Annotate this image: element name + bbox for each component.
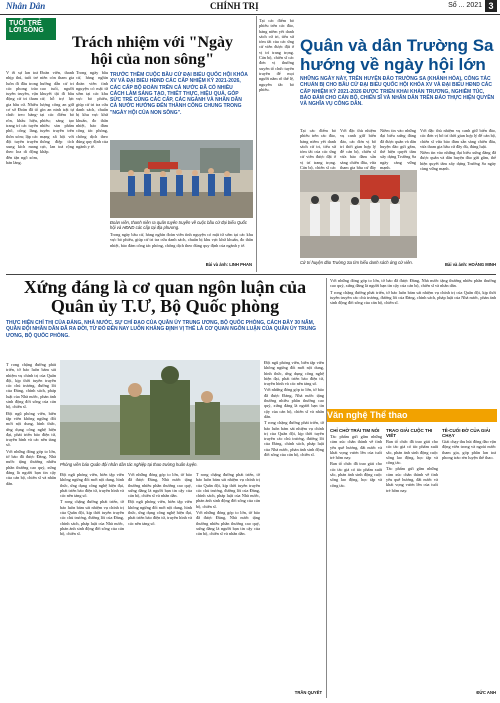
article4-col2 (386, 426, 438, 696)
page-header (0, 0, 500, 15)
article4-text: Ban tổ chức đã trao giải cho các tác giả có tác phẩm xuất sắc, phản ánh sinh động cuộc sống lao động, học tập và công tác. (330, 461, 382, 488)
article3-text: Đội ngũ phóng viên, biên tập viên không ngừng đổi mới nội dung, hình thức, ứng dụng công nghệ hiện đại, phát triển báo điện tử, truyền hình và các nền tảng số. (60, 472, 124, 499)
article2-col3 (380, 128, 416, 171)
article1-lead: TRƯỚC THỀM CUỘC BẦU CỬ ĐẠI BIỂU QUỐC HỘI KHÓA XV VÀ ĐẠI BIỂU HĐND CÁC CẤP NHIỆM KỲ 2021-2026, CÁC CẤP BỘ ĐOÀN TRÊN CẢ NƯỚC ĐÃ CÓ NHIỀU CÁCH LÀM SÁNG TẠO, THIẾT THỰC, HIỆU QUẢ, GÓP SỨC TRẺ CÙNG CÁC CẤP, CÁC NGÀNH VÀ NHÂN DÂN CẢ NƯỚC HƯỚNG ĐẾN THÀNH CÔNG CHUNG TRONG "NGÀY HỘI CỦA NON SÔNG". (110, 72, 248, 116)
article3-col4 (196, 472, 260, 688)
subhead: TÊ-CUỐI ĐỜ CỦA GIẢI CHẠY (442, 428, 491, 438)
article2-text: Với đặc thù nhiệm vụ canh giữ biển đảo, các đơn vị bố trí thời gian hợp lý để cán bộ, chiến sĩ vừa bảo đảm sẵn sàng chiến đấu, vừa tham gia bầu cử đầy đủ, đúng luật. (420, 128, 496, 149)
article2-text: Niềm tin vào những đại biểu xứng đáng đã được quân và dân huyện đảo gửi gắm, thể hiện quyết tâm xây dựng Trường Sa ngày càng vững mạnh. (420, 150, 496, 172)
article1-caption: Đoàn viên, thanh niên ra quân tuyên truyền về cuộc bầu cử đại biểu Quốc hội và HĐND các cấp tại địa phương. (110, 220, 247, 231)
article1-photo (110, 140, 253, 218)
article2-col1 (300, 128, 336, 171)
page-number: 3 (485, 0, 497, 12)
article1-col2 (40, 70, 74, 270)
section-name: CHÍNH TRỊ (210, 1, 259, 11)
subhead: TRAO GIẢI CUỘC THI VIẾT (386, 428, 433, 438)
article3-text: Với những đóng góp to lớn, tờ báo đã được Đảng, Nhà nước tặng thưởng nhiều phần thưởng cao quý, xứng đáng là người bạn tin cậy của cán bộ, chiến sĩ và nhân dân. (6, 448, 56, 486)
article2-col4 (420, 128, 496, 272)
section-tag: TUỔI TRẺ LỜI SÔNG (6, 18, 56, 40)
article3-text: T rong chặng đường phát triển, tờ báo luôn bám sát nhiệm vụ chính trị của Quân đội, kịp thời tuyên truyền các chủ trương, đường lối của Đảng, chính sách, pháp luật của Nhà nước, phản ánh sinh động đời sống của cán bộ, chiến sĩ. (60, 499, 124, 537)
article2-col2 (340, 128, 376, 171)
article4-top-text (330, 278, 496, 406)
article3-text: Đội ngũ phóng viên, biên tập viên không ngừng đổi mới nội dung, hình thức, ứng dụng công nghệ hiện đại, phát triển báo điện tử, truyền hình và các nền tảng số. (128, 499, 192, 526)
article4-text: T rong chặng đường phát triển, tờ báo luôn bám sát nhiệm vụ chính trị của Quân đội, kịp thời tuyên truyền các chủ trương, đường lối của Đảng, chính sách, pháp luật của Nhà nước, phản ánh sinh động đời sống của cán bộ, chiến sĩ. (330, 289, 496, 306)
article3-text: T rong chặng đường phát triển, tờ báo luôn bám sát nhiệm vụ chính trị của Quân đội, kịp thời tuyên truyền các chủ trương, đường lối của Đảng, chính sách, pháp luật của Nhà nước, phản ánh sinh động đời sống của cán bộ, chiến sĩ. (196, 472, 260, 509)
issue-date: Số ... 2021 (448, 2, 482, 9)
article3-caption: Phóng viên báo Quân đội nhân dân tác nghiệp tại thao trường huấn luyện. (60, 462, 198, 467)
article4-text: Tác phẩm gửi gắm những cảm xúc chân thành về tình yêu quê hương, đất nước và khát vọng vươn lên của tuổi trẻ hôm nay. (330, 434, 382, 461)
article3-text: Với những đóng góp to lớn, tờ báo đã được Đảng, Nhà nước tặng thưởng nhiều phần thưởng cao quý, xứng đáng là người bạn tin cậy của cán bộ, chiến sĩ và nhân dân. (196, 510, 260, 537)
article1-text: Trong ngày bầu cử, hàng nghìn đoàn viên tình nguyện có mặt từ sớm tại các khu vực bỏ phiếu, giúp cử tri tra cứu danh sách, chuẩn bị khu vực khử khuẩn, đo thân nhiệt, bảo đảm công tác phòng, chống dịch theo đúng quy định của ngành y tế. (110, 232, 253, 248)
article3-lead: THỰC HIỆN CHỈ THỊ CỦA ĐẢNG, NHÀ NƯỚC, SỰ CHỈ ĐẠO CỦA QUÂN ỦY TRUNG ƯƠNG, BỘ QUỐC PHÒNG, CÁCH ĐÂY 30 NĂM, QUÂN ĐỘI NHÂN DÂN ĐÃ RA ĐỜI, TỪ ĐÓ ĐẾN NAY LUÔN KHẲNG ĐỊNH VỊ THẾ LÀ CƠ QUAN NGÔN LUẬN CỦA QUÂN ỦY TRUNG ƯƠNG, BỘ QUỐC PHÒNG. (6, 320, 316, 339)
article2-col-left (259, 18, 294, 272)
column-divider (326, 278, 327, 698)
paper-name: Nhân Dân (6, 1, 46, 11)
article3-col2 (60, 472, 124, 698)
article4-col1 (330, 426, 382, 696)
article1-text: V ới sự lan toả nhịp thú, tuổi trẻ luôn đi đầu trong các phong trào tuyên truyền, vận động cử tri tham gia bầu cử. Nhiều cơ sở Đoàn đã tổ chức treo băng-rôn, khẩu hiệu, trang trí các tuyến phố, cổng làng, thôn xóm; lập các đội tuyên truyền xung kích mang theo loa di động đến tận ngõ xóm, bản làng. (6, 70, 38, 166)
article3-col1 (6, 362, 56, 698)
article4-text: Ban tổ chức đã trao giải cho các tác giả có tác phẩm xuất sắc, phản ánh sinh động cuộc sống lao động, học tập và công tác. (386, 439, 438, 466)
article2-caption: Cử tri huyện đảo Trường Sa tìm hiểu danh sách ứng cử viên. (300, 260, 413, 265)
article2-text: Tại các điểm bỏ phiếu trên các đảo, bảng niêm yết danh sách cử tri, tiểu sử tóm tắt của các ứng cử viên được đặt ở vị trí trang trọng. Cán bộ, chiến sĩ các đơn vị thường xuyên tổ chức tuyên truyền để mọi người nắm rõ thể lệ, nguyên tắc bỏ phiếu. (259, 18, 294, 92)
article2-text: Niềm tin vào những đại biểu xứng đáng đã được quân và dân huyện đảo gửi gắm, thể hiện quyết tâm xây dựng Trường Sa ngày càng vững mạnh. (380, 128, 416, 171)
article1-col3 (76, 70, 108, 270)
article4-text: Giải chạy thu hút đông đảo vận động viên trong và ngoài nước tham gia, góp phần lan toả phong trào rèn luyện thể thao. (442, 439, 496, 460)
article3-photo (60, 360, 260, 460)
article4-col3 (442, 426, 496, 688)
article3-text: Với những đóng góp to lớn, tờ báo đã được Đảng, Nhà nước tặng thưởng nhiều phần thưởng cao quý, xứng đáng là người bạn tin cậy của cán bộ, chiến sĩ và nhân dân. (264, 387, 324, 419)
article1-text: Đoàn viên, thanh niên còn tham gia hướng dẫn cử tri cao tuổi, người khuyết tật đi bầu cử; hỗ trợ lực lượng công an giữ gìn an ninh trật tự tại các điểm bỏ phiếu; sáng tạo nhiều sản phẩm tuyên truyền trên mạng xã hội với thông điệp tích cực, lan toả rộng khắp. (40, 70, 74, 155)
subhead: CHỈ CHỜ TRÁI TIM NÓI (330, 428, 380, 433)
article1-col1 (6, 70, 38, 270)
article3-col5 (264, 360, 324, 690)
column-divider (256, 16, 257, 272)
article4-text: Với những đóng góp to lớn, tờ báo đã được Đảng, Nhà nước tặng thưởng nhiều phần thưởng cao quý, xứng đáng là người bạn tin cậy của cán bộ, chiến sĩ và nhân dân. (330, 278, 496, 289)
article3-text: Đội ngũ phóng viên, biên tập viên không ngừng đổi mới nội dung, hình thức, ứng dụng công nghệ hiện đại, phát triển báo điện tử, truyền hình và các nền tảng số. (264, 360, 324, 387)
article1-title: Trách nhiệm với "Ngày hội của non sông" (72, 34, 233, 68)
article3-text: Với những đóng góp to lớn, tờ báo đã được Đảng, Nhà nước tặng thưởng nhiều phần thưởng cao quý, xứng đáng là người bạn tin cậy của cán bộ, chiến sĩ và nhân dân. (128, 472, 192, 499)
article2-text: Tại các điểm bỏ phiếu trên các đảo, bảng niêm yết danh sách cử tri, tiểu sử tóm tắt của các ứng cử viên được đặt ở vị trí trang trọng. Cán bộ, chiến sĩ các (300, 128, 336, 171)
article3-col3 (128, 472, 192, 698)
article3-text: Đội ngũ phóng viên, biên tập viên không ngừng đổi mới nội dung, hình thức, ứng dụng công nghệ hiện đại, phát triển báo điện tử, truyền hình và các nền tảng số. (6, 410, 56, 448)
article2-author: Bài và ảnh: HOÀNG MINH (445, 262, 496, 267)
article2-title: Quân và dân Trường Sa hướng về ngày hội lớn (300, 36, 494, 74)
article4-author: ĐỨC ANH (476, 690, 496, 695)
article2-text: Với đặc thù nhiệm vụ canh giữ biển đảo, các đơn vị bố trí thời gian hợp lý để cán bộ, chiến sĩ vừa bảo đảm sẵn sàng chiến đấu, vừa tham gia bầu cử đầy (340, 128, 376, 171)
article2-lead: NHỮNG NGÀY NÀY, TRÊN HUYỆN ĐẢO TRƯỜNG SA (KHÁNH HÒA), CÔNG TÁC CHUẨN BỊ CHO BẦU CỬ ĐẠI BIỂU QUỐC HỘI KHÓA XV VÀ ĐẠI BIỂU HĐND CÁC CẤP NHIỆM KỲ 2021-2026 ĐƯỢC TRIỂN KHAI KHẨN TRƯƠNG, NGHIÊM TÚC, BẢO ĐẢM CHO CÁN BỘ, CHIẾN SĨ VÀ NHÂN DÂN TRÊN ĐẢO THỰC HIỆN QUYỀN VÀ NGHĨA VỤ CÔNG DÂN. (300, 76, 495, 108)
article3-author: TRẦN QUYẾT (294, 690, 322, 695)
article4-text: Tác phẩm gửi gắm những cảm xúc chân thành về tình yêu quê hương, đất nước và khát vọng vươn lên của tuổi trẻ hôm nay. (386, 466, 438, 493)
article3-title: Xứng đáng là cơ quan ngôn luận của Quân ủy T.Ư, Bộ Quốc phòng (23, 277, 307, 316)
article1-text: Trong ngày bầu cử, hàng nghìn đoàn viên tình nguyện có mặt từ sớm tại các khu vực bỏ phiếu, giúp cử tri tra cứu danh sách, chuẩn bị khu vực khử khuẩn, đo thân nhiệt, bảo đảm công tác phòng, chống dịch theo đúng quy định của ngành y tế. (76, 70, 108, 150)
article3-text: T rong chặng đường phát triển, tờ báo luôn bám sát nhiệm vụ chính trị của Quân đội, kịp thời tuyên truyền các chủ trương, đường lối của Đảng, chính sách, pháp luật của Nhà nước, phản ánh sinh động đời sống của cán bộ, chiến sĩ. (6, 362, 56, 410)
article3-text: T rong chặng đường phát triển, tờ báo luôn bám sát nhiệm vụ chính trị của Quân đội, kịp thời tuyên truyền các chủ trương, đường lối của Đảng, chính sách, pháp luật của Nhà nước, phản ánh sinh động đời sống của cán bộ, chiến sĩ. (264, 420, 324, 458)
article2-photo (300, 170, 417, 258)
culture-sports-banner: Văn nghệ Thể thao (327, 409, 497, 422)
article1-author: Bài và ảnh: LINH PHAN (205, 262, 252, 267)
section-rule (6, 274, 496, 275)
